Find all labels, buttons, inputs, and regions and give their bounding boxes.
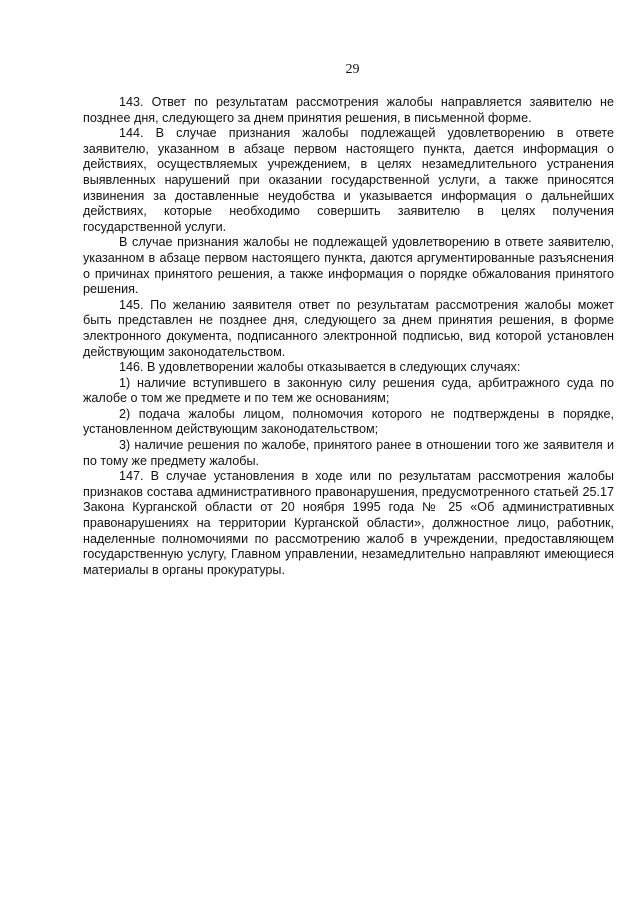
list-item-3: 3) наличие решения по жалобе, принятого ранее в отношении того же заявителя и по тому же предмету жалобы. [83, 438, 614, 468]
paragraph-145: 145. По желанию заявителя ответ по результатам рассмотрения жалобы может быть представлен не позднее дня, следующего за днем принятия решения, в форме электронного документа, подписанного электронной подписью, вид которой установлен действующим законодательством. [83, 297, 614, 359]
page-number: 29 [345, 62, 360, 77]
paragraph-143: 143. Ответ по результатам рассмотрения жалобы направляется заявителю не позднее дня, следующего за днем принятия решения, в письменной форме. [83, 95, 614, 125]
paragraph-144: 144. В случае признания жалобы подлежащей удовлетворению в ответе заявителю, указанном в абзаце первом настоящего пункта, дается информация о действиях, осуществляемых учреждением, в целях незамедлительного устранения выявленных нарушений при оказании государственной услуги, а также приносятся извинения за доставленные неудобства и указывается информация о дальнейших действиях, которые необходимо совершить заявителю в целях получения государственной услуги. [83, 126, 614, 234]
list-item-1: 1) наличие вступившего в законную силу решения суда, арбитражного суда по жалобе о том же предмете и по тем же основаниям; [83, 375, 614, 406]
paragraph-144-refusal: В случае признания жалобы не подлежащей удовлетворению в ответе заявителю, указанном в абзаце первом настоящего пункта, даются аргументированные разъяснения о причинах принятого решения, а также информация о порядке обжалования принятого решения. [83, 235, 614, 297]
list-item-2: 2) подача жалобы лицом, полномочия которого не подтверждены в порядке, установленном действующим законодательством; [83, 406, 614, 437]
paragraph-147: 147. В случае установления в ходе или по результатам рассмотрения жалобы признаков состава административного правонарушения, предусмотренного статьей 25.17 Закона Курганской области от 20 ноября 1995 года № 25 «Об административных правонарушениях на территории Курганской области», должностное лицо, работник, наделенные полномочиями по рассмотрению жалоб в учреждении, предоставляющем государственную услугу, Главном управлении, незамедлительно направляют имеющиеся материалы в органы прокуратуры. [83, 469, 614, 577]
paragraph-146: 146. В удовлетворении жалобы отказывается в следующих случаях: [119, 360, 521, 375]
document-body [83, 95, 614, 578]
